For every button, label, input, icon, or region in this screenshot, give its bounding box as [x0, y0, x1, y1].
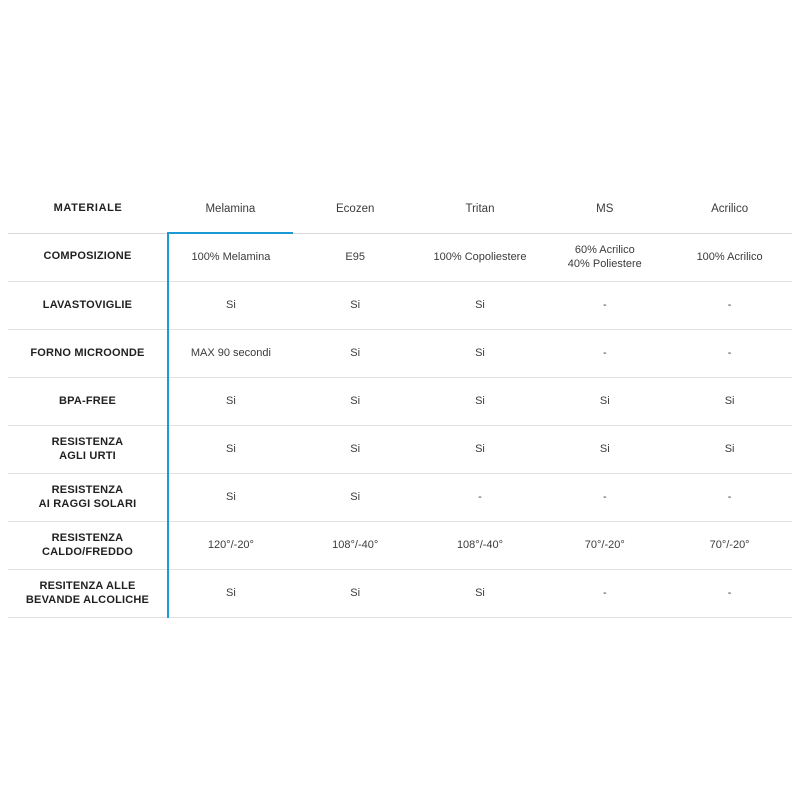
cell-value: Si — [350, 395, 361, 408]
cell-acrilico — [667, 474, 792, 522]
table-row — [8, 330, 792, 378]
cell-value: - — [602, 587, 607, 600]
cell-value-line2: 40% Poliestere — [567, 258, 642, 271]
cell-value: Si — [724, 395, 735, 408]
cell-value: Si — [724, 443, 735, 456]
row-label — [8, 330, 168, 378]
cell-value: Si — [599, 443, 610, 456]
cell-value: Si — [226, 587, 236, 600]
table-header-acrilico: Acrilico — [667, 186, 792, 233]
cell-value: - — [727, 587, 732, 600]
cell-value: - — [478, 491, 482, 504]
cell-value: Si — [599, 395, 610, 408]
cell-ecozen — [293, 474, 418, 522]
table-row — [8, 474, 792, 522]
cell-acrilico — [667, 378, 792, 426]
cell-melamina — [168, 330, 293, 378]
row-label — [8, 570, 168, 618]
row-label — [8, 378, 168, 426]
row-label-line2: AI RAGGI SOLARI — [38, 497, 137, 510]
cell-value: Si — [226, 395, 236, 408]
cell-tritan — [418, 378, 543, 426]
material-spec-table — [8, 186, 792, 618]
row-label-line1: RESITENZA ALLE — [39, 579, 136, 592]
row-label-line1: LAVASTOVIGLIE — [42, 298, 133, 311]
row-label-line1: RESISTENZA — [51, 531, 124, 544]
row-label-line2: BEVANDE ALCOLICHE — [25, 593, 150, 606]
cell-ecozen — [293, 233, 418, 282]
cell-ms — [542, 426, 667, 474]
row-label — [8, 522, 168, 570]
cell-value: Si — [475, 299, 485, 312]
cell-value: Si — [226, 299, 236, 312]
cell-value: Si — [350, 491, 361, 504]
cell-melamina — [168, 378, 293, 426]
cell-ecozen — [293, 426, 418, 474]
table-row — [8, 282, 792, 330]
cell-acrilico — [667, 426, 792, 474]
cell-ecozen — [293, 378, 418, 426]
cell-value: - — [602, 299, 607, 312]
row-label-line2: AGLI URTI — [59, 449, 116, 462]
cell-value: 100% Copoliestere — [433, 251, 527, 264]
cell-tritan — [418, 330, 543, 378]
cell-melamina — [168, 474, 293, 522]
cell-acrilico — [667, 282, 792, 330]
cell-melamina — [168, 570, 293, 618]
cell-tritan — [418, 522, 543, 570]
cell-value: 60% Acrilico — [574, 243, 635, 256]
cell-acrilico — [667, 522, 792, 570]
table-row — [8, 233, 792, 282]
cell-value: - — [727, 299, 732, 312]
cell-melamina — [168, 282, 293, 330]
cell-value: Si — [475, 347, 485, 360]
cell-acrilico — [667, 233, 792, 282]
row-label — [8, 282, 168, 330]
cell-value: 108°/-40° — [456, 539, 504, 552]
cell-ecozen — [293, 522, 418, 570]
cell-value: 70°/-20° — [584, 539, 625, 552]
cell-value: Si — [350, 587, 361, 600]
row-label — [8, 233, 168, 282]
cell-tritan — [418, 570, 543, 618]
cell-value: - — [727, 491, 732, 504]
cell-ecozen — [293, 570, 418, 618]
cell-value: Si — [226, 443, 236, 456]
table-row — [8, 570, 792, 618]
cell-value: 100% Acrilico — [696, 251, 763, 264]
cell-tritan — [418, 474, 543, 522]
cell-value: Si — [475, 395, 485, 408]
table-row — [8, 426, 792, 474]
material-spec-table-wrapper — [8, 186, 792, 618]
table-header-melamina: Melamina — [168, 186, 293, 233]
cell-ms — [542, 233, 667, 282]
row-label-line1: RESISTENZA — [51, 483, 124, 496]
row-label-line2: CALDO/FREDDO — [41, 545, 133, 558]
cell-value: Si — [226, 491, 236, 504]
cell-tritan — [418, 233, 543, 282]
cell-ms — [542, 378, 667, 426]
cell-value: - — [602, 347, 607, 360]
table-header-tritan: Tritan — [418, 186, 543, 233]
table-header-materiale: MATERIALE — [8, 186, 168, 233]
cell-acrilico — [667, 330, 792, 378]
row-label — [8, 474, 168, 522]
cell-value: Si — [350, 299, 361, 312]
cell-ecozen — [293, 282, 418, 330]
cell-ecozen — [293, 330, 418, 378]
cell-ms — [542, 474, 667, 522]
cell-value: Si — [475, 587, 485, 600]
cell-ms — [542, 330, 667, 378]
table-row — [8, 378, 792, 426]
cell-value: 100% Melamina — [191, 251, 271, 264]
cell-melamina — [168, 522, 293, 570]
cell-value: 120°/-20° — [207, 539, 254, 552]
cell-value: E95 — [345, 251, 365, 264]
table-header-ms: MS — [542, 186, 667, 233]
row-label-line1: COMPOSIZIONE — [43, 250, 132, 263]
cell-ms — [542, 282, 667, 330]
cell-value: - — [602, 491, 607, 504]
row-label-line1: FORNO MICROONDE — [30, 346, 145, 359]
cell-acrilico — [667, 570, 792, 618]
cell-value: Si — [350, 443, 361, 456]
cell-ms — [542, 522, 667, 570]
table-header-row — [8, 186, 792, 233]
cell-value: 108°/-40° — [332, 539, 379, 552]
table-row — [8, 522, 792, 570]
row-label-line1: BPA-FREE — [58, 394, 116, 407]
cell-value: MAX 90 secondi — [190, 347, 271, 360]
cell-ms — [542, 570, 667, 618]
cell-tritan — [418, 282, 543, 330]
cell-value: Si — [475, 443, 485, 456]
cell-tritan — [418, 426, 543, 474]
table-header-ecozen: Ecozen — [293, 186, 418, 233]
cell-value: - — [727, 347, 732, 360]
cell-value: 70°/-20° — [709, 539, 750, 552]
row-label — [8, 426, 168, 474]
cell-melamina — [168, 233, 293, 282]
row-label-line1: RESISTENZA — [51, 435, 124, 448]
cell-melamina — [168, 426, 293, 474]
cell-value: Si — [350, 347, 361, 360]
